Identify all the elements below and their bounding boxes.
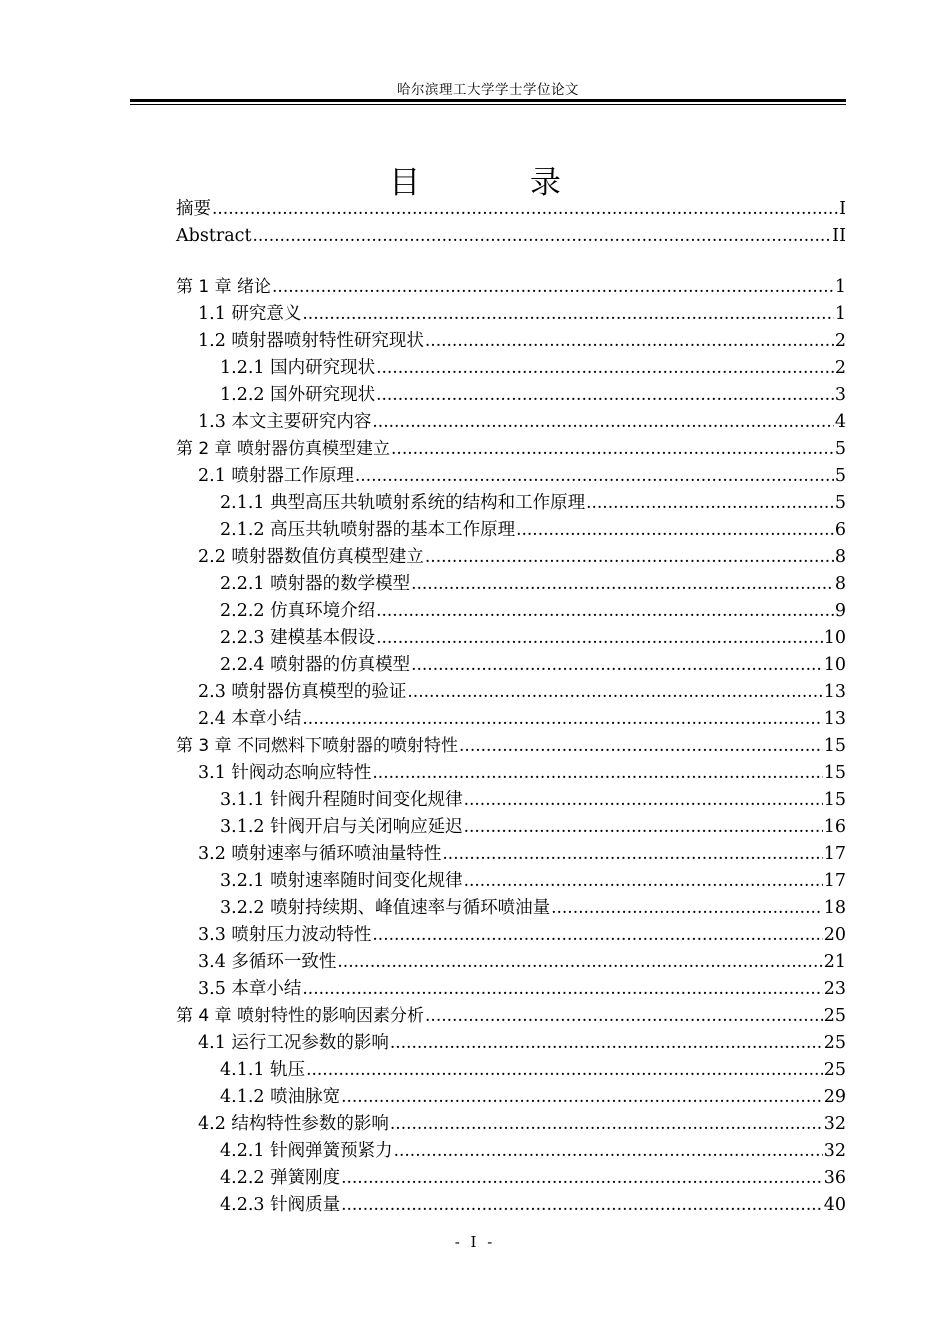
toc-entry-label: 2.4 本章小结 <box>198 709 302 729</box>
toc-entry-3-2-1[interactable] <box>176 868 846 895</box>
dot-leader <box>464 787 823 814</box>
dot-leader <box>516 517 834 544</box>
toc-entry-chapter-4[interactable] <box>176 1003 846 1030</box>
toc-entry-4-2-3[interactable] <box>176 1192 846 1219</box>
toc-entry-label: 2.2 喷射器数值仿真模型建立 <box>198 547 424 567</box>
toc-entry-3-4[interactable] <box>176 949 846 976</box>
dot-leader <box>390 1111 823 1138</box>
toc-entry-2-4[interactable] <box>176 706 846 733</box>
dot-leader <box>425 328 834 355</box>
table-of-contents <box>176 196 846 1219</box>
toc-entry-page: 25 <box>823 1006 846 1026</box>
toc-entry-label: 3.1.2 针阀开启与关闭响应延迟 <box>220 817 463 837</box>
toc-entry-page: 5 <box>834 439 846 459</box>
dot-leader <box>464 814 823 841</box>
toc-entry-label: 2.1.2 高压共轨喷射器的基本工作原理 <box>220 520 516 540</box>
toc-entry-chapter-2[interactable] <box>176 436 846 463</box>
toc-entry-chapter-3[interactable] <box>176 733 846 760</box>
dot-leader <box>459 733 823 760</box>
toc-entry-page: 9 <box>834 601 846 621</box>
toc-entry-2-2-4[interactable] <box>176 652 846 679</box>
dot-leader <box>376 382 834 409</box>
toc-entry-2-2-2[interactable] <box>176 598 846 625</box>
dot-leader <box>586 490 834 517</box>
dot-leader <box>372 922 822 949</box>
toc-entry-label: 2.1.1 典型高压共轨喷射系统的结构和工作原理 <box>220 493 586 513</box>
toc-entry-2-1-2[interactable] <box>176 517 846 544</box>
toc-entry-label: 1.3 本文主要研究内容 <box>198 412 372 432</box>
toc-entry-page: 10 <box>823 628 846 648</box>
toc-entry-label: 第 3 章 不同燃料下喷射器的喷射特性 <box>176 736 459 756</box>
toc-entry-label: 第 2 章 喷射器仿真模型建立 <box>176 439 391 459</box>
toc-entry-1-2[interactable] <box>176 328 846 355</box>
toc-entry-page: 2 <box>834 358 846 378</box>
toc-entry-3-3[interactable] <box>176 922 846 949</box>
toc-entry-label: 2.1 喷射器工作原理 <box>198 466 354 486</box>
dot-leader <box>337 949 822 976</box>
dot-leader <box>376 625 823 652</box>
toc-entry-3-2-2[interactable] <box>176 895 846 922</box>
toc-entry-page: 8 <box>834 547 846 567</box>
toc-entry-page: 36 <box>823 1168 846 1188</box>
dot-leader <box>411 571 834 598</box>
dot-leader <box>394 1138 823 1165</box>
toc-entry-label: 3.1 针阀动态响应特性 <box>198 763 372 783</box>
toc-entry-page: 18 <box>823 898 846 918</box>
toc-entry-page: 2 <box>834 331 846 351</box>
dot-leader <box>391 436 834 463</box>
toc-entry-label: Abstract <box>176 226 252 246</box>
toc-entry-label: 4.1 运行工况参数的影响 <box>198 1033 389 1053</box>
toc-entry-label: 2.2.1 喷射器的数学模型 <box>220 574 411 594</box>
dot-leader <box>372 409 833 436</box>
toc-entry-3-2[interactable] <box>176 841 846 868</box>
toc-entry-2-2-1[interactable] <box>176 571 846 598</box>
toc-entry-label: 4.2 结构特性参数的影响 <box>198 1114 389 1134</box>
toc-entry-4-2[interactable] <box>176 1111 846 1138</box>
toc-entry-1-3[interactable] <box>176 409 846 436</box>
running-header: 哈尔滨理工大学学士学位论文 <box>397 82 579 98</box>
toc-entry-3-1-2[interactable] <box>176 814 846 841</box>
toc-entry-page: 15 <box>823 763 846 783</box>
toc-entry-4-2-1[interactable] <box>176 1138 846 1165</box>
dot-leader <box>272 274 834 301</box>
dot-leader <box>253 223 832 250</box>
dot-leader <box>390 1030 823 1057</box>
toc-entry-page: 25 <box>823 1033 846 1053</box>
toc-entry-1-1[interactable] <box>176 301 846 328</box>
toc-entry-abstract-cn[interactable] <box>176 196 846 223</box>
toc-entry-label: 4.2.1 针阀弹簧预紧力 <box>220 1141 393 1161</box>
toc-entry-1-2-1[interactable] <box>176 355 846 382</box>
toc-entry-label: 3.4 多循环一致性 <box>198 952 337 972</box>
toc-entry-label: 2.2.4 喷射器的仿真模型 <box>220 655 411 675</box>
toc-entry-page: 3 <box>834 385 846 405</box>
toc-entry-label: 第 1 章 绪论 <box>176 277 272 297</box>
toc-entry-4-1[interactable] <box>176 1030 846 1057</box>
toc-entry-page: 32 <box>823 1141 846 1161</box>
toc-entry-label: 3.2.1 喷射速率随时间变化规律 <box>220 871 463 891</box>
dot-leader <box>425 544 834 571</box>
dot-leader <box>551 895 823 922</box>
dot-leader <box>302 706 822 733</box>
dot-leader <box>341 1192 823 1219</box>
dot-leader <box>341 1084 823 1111</box>
toc-entry-2-1-1[interactable] <box>176 490 846 517</box>
dot-leader <box>376 355 834 382</box>
toc-entry-3-1[interactable] <box>176 760 846 787</box>
toc-entry-label: 摘要 <box>176 199 211 219</box>
toc-entry-2-2[interactable] <box>176 544 846 571</box>
toc-entry-page: 15 <box>823 736 846 756</box>
toc-entry-label: 1.2 喷射器喷射特性研究现状 <box>198 331 424 351</box>
toc-entry-label: 3.2.2 喷射持续期、峰值速率与循环喷油量 <box>220 898 551 918</box>
dot-leader <box>464 868 823 895</box>
toc-entry-page: 5 <box>834 493 846 513</box>
dot-leader <box>212 196 838 223</box>
page-number: - I - <box>454 1233 496 1251</box>
toc-entry-page: 5 <box>834 466 846 486</box>
toc-entry-page: 16 <box>823 817 846 837</box>
dot-leader <box>376 598 834 625</box>
toc-entry-chapter-1[interactable] <box>176 274 846 301</box>
toc-entry-2-3[interactable] <box>176 679 846 706</box>
toc-entry-page: 4 <box>834 412 846 432</box>
toc-entry-page: 25 <box>823 1060 846 1080</box>
toc-entry-label: 第 4 章 喷射特性的影响因素分析 <box>176 1006 425 1026</box>
toc-entry-page: 17 <box>823 844 846 864</box>
toc-entry-label: 3.5 本章小结 <box>198 979 302 999</box>
dot-leader <box>302 976 822 1003</box>
toc-entry-label: 3.1.1 针阀升程随时间变化规律 <box>220 790 463 810</box>
toc-entry-page: 23 <box>823 979 846 999</box>
toc-entry-page: 17 <box>823 871 846 891</box>
dot-leader <box>306 1057 823 1084</box>
toc-entry-page: 1 <box>834 304 846 324</box>
dot-leader <box>407 679 822 706</box>
toc-entry-page: 6 <box>834 520 846 540</box>
toc-entry-label: 1.1 研究意义 <box>198 304 302 324</box>
toc-entry-abstract-en[interactable] <box>176 223 846 250</box>
toc-entry-page: 10 <box>823 655 846 675</box>
toc-entry-label: 4.1.1 轨压 <box>220 1060 306 1080</box>
toc-entry-page: I <box>839 199 846 219</box>
toc-entry-label: 3.2 喷射速率与循环喷油量特性 <box>198 844 442 864</box>
toc-entry-page: 8 <box>834 574 846 594</box>
toc-entry-4-1-1[interactable] <box>176 1057 846 1084</box>
toc-entry-page: 32 <box>823 1114 846 1134</box>
toc-entry-page: 15 <box>823 790 846 810</box>
toc-entry-4-1-2[interactable] <box>176 1084 846 1111</box>
header-rule-thin <box>130 104 846 105</box>
toc-entry-2-2-3[interactable] <box>176 625 846 652</box>
toc-entry-page: II <box>832 226 846 246</box>
dot-leader <box>372 760 822 787</box>
toc-entry-2-1[interactable] <box>176 463 846 490</box>
toc-entry-page: 20 <box>823 925 846 945</box>
toc-entry-page: 21 <box>823 952 846 972</box>
toc-entry-label: 2.2.2 仿真环境介绍 <box>220 601 376 621</box>
toc-entry-label: 4.1.2 喷油脉宽 <box>220 1087 341 1107</box>
dot-leader <box>302 301 833 328</box>
dot-leader <box>341 1165 823 1192</box>
toc-entry-3-1-1[interactable] <box>176 787 846 814</box>
toc-entry-label: 2.2.3 建模基本假设 <box>220 628 376 648</box>
toc-entry-4-2-2[interactable] <box>176 1165 846 1192</box>
toc-entry-page: 13 <box>823 709 846 729</box>
toc-entry-1-2-2[interactable] <box>176 382 846 409</box>
dot-leader <box>425 1003 823 1030</box>
toc-entry-page: 29 <box>823 1087 846 1107</box>
toc-entry-label: 2.3 喷射器仿真模型的验证 <box>198 682 407 702</box>
dot-leader <box>442 841 822 868</box>
toc-entry-label: 3.3 喷射压力波动特性 <box>198 925 372 945</box>
dot-leader <box>355 463 834 490</box>
toc-entry-page: 1 <box>834 277 846 297</box>
toc-entry-page: 40 <box>823 1195 846 1215</box>
toc-entry-3-5[interactable] <box>176 976 846 1003</box>
toc-entry-label: 4.2.3 针阀质量 <box>220 1195 341 1215</box>
header-rule-thick <box>130 99 846 102</box>
toc-entry-page: 13 <box>823 682 846 702</box>
toc-entry-label: 1.2.2 国外研究现状 <box>220 385 376 405</box>
toc-entry-label: 1.2.1 国内研究现状 <box>220 358 376 378</box>
dot-leader <box>411 652 823 679</box>
toc-entry-label: 4.2.2 弹簧刚度 <box>220 1168 341 1188</box>
toc-heading: 目 录 <box>389 165 611 201</box>
